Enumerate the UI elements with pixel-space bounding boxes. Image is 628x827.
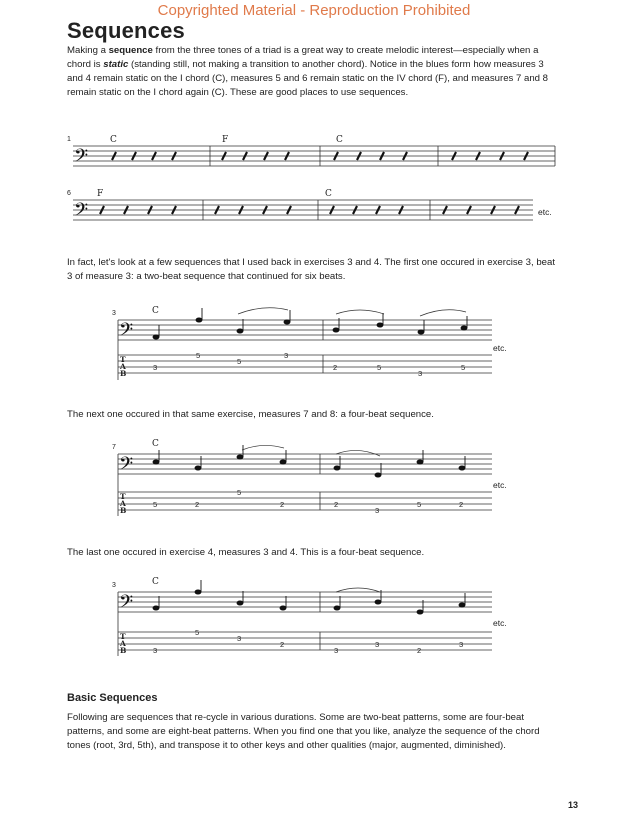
tab-fret: 2 <box>195 500 200 509</box>
chord-symbol: C <box>152 439 159 449</box>
tab-fret: 3 <box>153 646 158 655</box>
svg-text:A: A <box>120 499 126 508</box>
tab-clef <box>119 355 126 378</box>
tab-fret: 3 <box>153 363 158 372</box>
section-heading: Basic Sequences <box>67 692 158 704</box>
tab-fret: 3 <box>334 646 339 655</box>
notation-example-3 <box>0 572 628 660</box>
svg-text:B: B <box>120 506 127 515</box>
tab-fret: 3 <box>284 351 289 360</box>
notes <box>153 445 465 477</box>
bass-clef-icon: 𝄢 <box>74 200 89 225</box>
term-static: static <box>103 59 129 70</box>
etc-label: etc. <box>493 343 507 353</box>
bass-clef-icon: 𝄢 <box>74 146 89 171</box>
tab-fret: 2 <box>334 500 339 509</box>
notation-example-1 <box>0 300 628 385</box>
tab-fret: 3 <box>418 369 423 378</box>
tab-fret: 5 <box>461 363 466 372</box>
svg-text:T: T <box>120 492 126 501</box>
paragraph-4: The last one occured in exercise 4, measures 3 and 4. This is a four-beat sequence. <box>67 547 425 558</box>
tab-fret: 5 <box>196 351 201 360</box>
tab-fret: 2 <box>459 500 464 509</box>
tab-fret: 3 <box>375 506 380 515</box>
chord-symbol: C <box>152 306 159 316</box>
term-sequence: sequence <box>108 45 153 56</box>
svg-text:T: T <box>120 632 126 641</box>
chord-symbol: C <box>152 577 159 587</box>
intro-paragraph: Making a sequence from the three tones of a triad is a great way to create melodic interest—especially when a chord is static (standing still, not making a transition to another chord). Notice in the blues form how measures 3 and 4 remain static on the I chord (C), measures 5 and 6 remain static on the IV chord (F), and measures 7 and 8 remain static on the I chord again (C). These are good places to use sequences. <box>67 45 548 98</box>
measure-number: 3 <box>112 582 116 589</box>
tab-fret: 5 <box>153 500 158 509</box>
bass-clef-icon: 𝄢 <box>119 320 134 345</box>
tab-fret: 2 <box>417 646 422 655</box>
slurs <box>238 308 466 316</box>
measure-number: 6 <box>67 190 71 197</box>
svg-text:B: B <box>120 646 127 655</box>
tab-fret: 5 <box>417 500 422 509</box>
etc-label: etc. <box>493 618 507 628</box>
notes <box>153 308 467 339</box>
tab-fret: 3 <box>459 640 464 649</box>
svg-text:B: B <box>120 369 127 378</box>
etc-label: etc. <box>538 207 552 217</box>
page-number: 13 <box>568 800 579 810</box>
measure-number: 1 <box>67 136 71 143</box>
tab-fret: 2 <box>333 363 338 372</box>
bass-clef-icon: 𝄢 <box>119 592 134 617</box>
bass-clef-icon: 𝄢 <box>119 454 134 479</box>
paragraph-5: Following are sequences that re-cycle in various durations. Some are two-beat patterns, some are four-beat patterns, and some are eight-beat patterns. When you find one that you like, analyze the sequence of the chord tones (root, 3rd, 5th), and transpose it to other keys and other qualities (major, augmented, diminished). <box>67 712 540 751</box>
tab-fret: 5 <box>377 363 382 372</box>
tab-clef <box>119 632 126 655</box>
chord-symbol: F <box>97 189 104 199</box>
chord-symbol: C <box>336 135 343 145</box>
slash-staff-1 <box>0 132 628 177</box>
tab-fret: 2 <box>280 500 285 509</box>
svg-text:A: A <box>120 639 126 648</box>
tab-fret: 5 <box>237 357 242 366</box>
chord-symbol: F <box>222 135 229 145</box>
page-title: Sequences <box>67 18 185 43</box>
tab-fret: 5 <box>195 628 200 637</box>
tab-clef <box>119 492 126 515</box>
etc-label: etc. <box>493 480 507 490</box>
svg-text:T: T <box>120 355 126 364</box>
slurs <box>242 445 380 456</box>
chord-symbol: C <box>110 135 117 145</box>
paragraph-2: In fact, let's look at a few sequences that I used back in exercises 3 and 4. The first one occured in exercise 3, beat 3 of measure 3: a two-beat sequence that continued for six beats. <box>67 257 556 282</box>
paragraph-3: The next one occured in that same exercise, measures 7 and 8: a four-beat sequence. <box>67 409 434 420</box>
copyright-watermark: Copyrighted Material - Reproduction Prohibited <box>157 2 471 19</box>
slurs <box>336 588 380 592</box>
measure-number: 3 <box>112 310 116 317</box>
chord-symbol: C <box>325 189 332 199</box>
measure-number: 7 <box>112 444 116 451</box>
tab-fret: 3 <box>237 634 242 643</box>
tab-fret: 3 <box>375 640 380 649</box>
tab-fret: 2 <box>280 640 285 649</box>
tab-fret: 5 <box>237 488 242 497</box>
notation-example-2 <box>0 432 628 520</box>
svg-text:A: A <box>120 362 126 371</box>
slash-staff-2 <box>0 186 628 231</box>
